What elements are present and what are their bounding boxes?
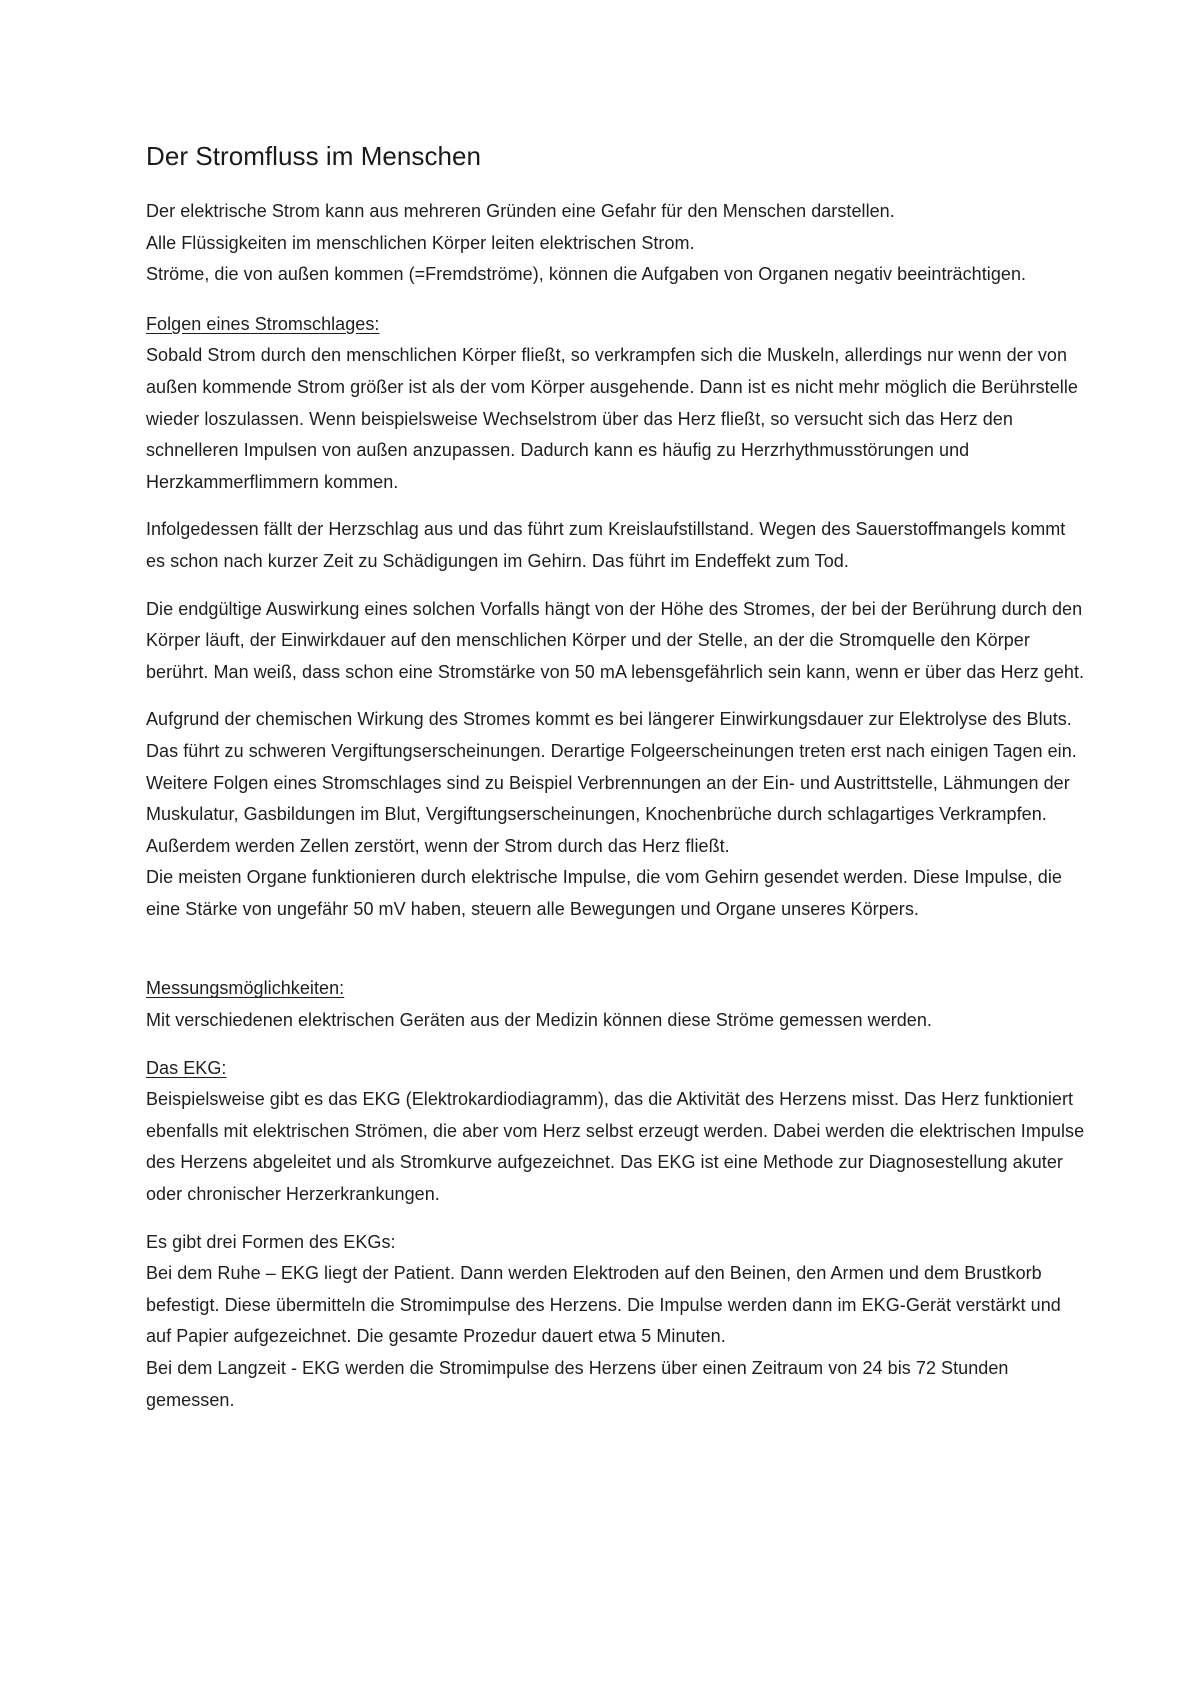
- document-title: Der Stromfluss im Menschen: [146, 141, 482, 171]
- document-page: [146, 138, 1086, 1416]
- folgen-paragraph-2: Infolgedessen fällt der Herzschlag aus und das führt zum Kreislaufstillstand. Wegen des Sauerstoffmangels kommt es schon nach kurzer Zeit zu Schädigungen im Gehirn. Das führt im Endeffekt zum Tod.: [146, 519, 1066, 571]
- messung-heading: Messungsmöglichkeiten:: [146, 978, 345, 999]
- intro-line-1: Der elektrische Strom kann aus mehreren Gründen eine Gefahr für den Menschen darstellen.: [146, 201, 895, 221]
- messung-section: [146, 973, 1086, 1036]
- folgen-paragraph-4: Aufgrund der chemischen Wirkung des Stromes kommt es bei längerer Einwirkungsdauer zur Elektrolyse des Bluts. Das führt zu schweren Vergiftungserscheinungen. Derartige Folgeerscheinungen treten erst nach einigen Tagen ein.: [146, 709, 1077, 761]
- messung-paragraph: Mit verschiedenen elektrischen Geräten aus der Medizin können diese Ströme gemessen werden.: [146, 1010, 932, 1031]
- folgen-paragraph-6: Die meisten Organe funktionieren durch elektrische Impulse, die vom Gehirn gesendet werden. Diese Impulse, die eine Stärke von ungefähr 50 mV haben, steuern alle Bewegungen und Organe unseres Körpers.: [146, 867, 1062, 919]
- intro-section: [146, 196, 1086, 291]
- folgen-section: [146, 309, 1086, 926]
- formen-section: [146, 1227, 1086, 1417]
- formen-langzeit-ekg: Bei dem Langzeit - EKG werden die Stromimpulse des Herzens über einen Zeitraum von 24 bis 72 Stunden gemessen.: [146, 1358, 1009, 1410]
- intro-line-2: Alle Flüssigkeiten im menschlichen Körper leiten elektrischen Strom.: [146, 232, 695, 253]
- folgen-paragraph-1: Sobald Strom durch den menschlichen Körper fließt, so verkrampfen sich die Muskeln, allerdings nur wenn der von außen kommende Strom größer ist als der vom Körper ausgehende. Dann ist es nicht mehr möglich die Berührstelle wieder loszulassen. Wenn beispielsweise Wechselstrom über das Herz fließt, so versucht sich das Herz den schnelleren Impulsen von außen anzupassen. Dadurch kann es häufig zu Herzrhythmusstörungen und Herzkammerflimmern kommen.: [146, 345, 1078, 492]
- formen-ruhe-ekg: Bei dem Ruhe – EKG liegt der Patient. Dann werden Elektroden auf den Beinen, den Armen und dem Brustkorb befestigt. Diese übermitteln die Stromimpulse des Herzens. Die Impulse werden dann im EKG-Gerät verstärkt und auf Papier aufgezeichnet. Die gesamte Prozedur dauert etwa 5 Minuten.: [146, 1263, 1061, 1347]
- ekg-paragraph: Beispielsweise gibt es das EKG (Elektrokardiodiagramm), das die Aktivität des Herzens misst. Das Herz funktioniert ebenfalls mit elektrischen Strömen, die aber vom Herz selbst erzeugt werden. Dabei werden die elektrischen Impulse des Herzens abgeleitet und als Stromkurve aufgezeichnet. Das EKG ist eine Methode zur Diagnosestellung akuter oder chronischer Herzerkrankungen.: [146, 1089, 1085, 1205]
- formen-intro: Es gibt drei Formen des EKGs:: [146, 1231, 396, 1252]
- intro-line-3: Ströme, die von außen kommen (=Fremdströme), können die Aufgaben von Organen negativ beeinträchtigen.: [146, 264, 1027, 285]
- folgen-paragraph-3: Die endgültige Auswirkung eines solchen Vorfalls hängt von der Höhe des Stromes, der bei der Berührung durch den Körper läuft, der Einwirkdauer auf den menschlichen Körper und der Stelle, an der die Stromquelle den Körper berührt. Man weiß, dass schon eine Stromstärke von 50 mA lebensgefährlich sein kann, wenn er über das Herz geht.: [146, 598, 1085, 682]
- folgen-heading: Folgen eines Stromschlages:: [146, 313, 380, 334]
- ekg-section: [146, 1053, 1086, 1211]
- ekg-heading: Das EKG:: [146, 1057, 227, 1078]
- folgen-paragraph-5: Weitere Folgen eines Stromschlages sind zu Beispiel Verbrennungen an der Ein- und Austrittstelle, Lähmungen der Muskulatur, Gasbildungen im Blut, Vergiftungserscheinungen, Knochenbrüche durch schlagartiges Verkrampfen. Außerdem werden Zellen zerstört, wenn der Strom durch das Herz fließt.: [146, 772, 1070, 856]
